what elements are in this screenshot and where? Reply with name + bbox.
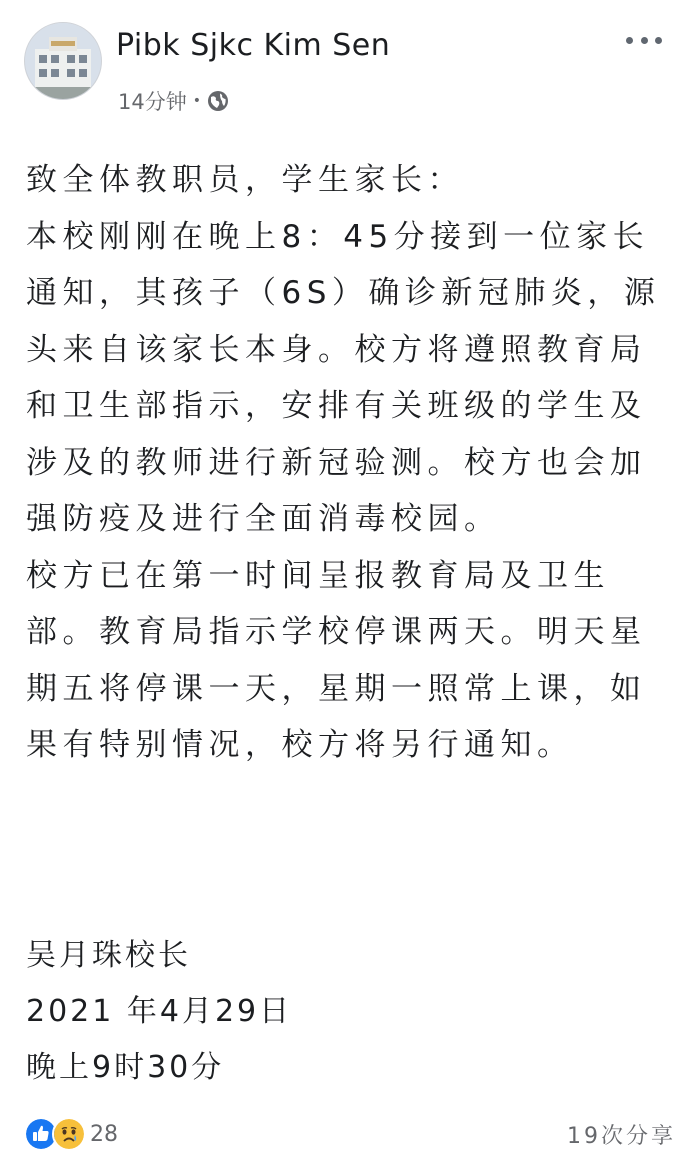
page-name-link[interactable]: Pibk Sjkc Kim Sen	[116, 28, 391, 63]
reactions-summary[interactable]	[24, 1117, 118, 1151]
shares-count-link[interactable]: 19次分享	[567, 1124, 676, 1149]
school-building-avatar-icon	[25, 23, 101, 99]
post-paragraph: 本校刚刚在晚上8：45分接到一位家长通知，其孩子（6S）确诊新冠肺炎，源头来自该家长本身。校方将遵照教育局和卫生部指示，安排有关班级的学生及涉及的教师进行新冠验测。校方也会加强防疫及进行全面消毒校园。	[26, 218, 661, 537]
signature-name: 吴月珠校长	[26, 938, 191, 973]
globe-icon[interactable]	[207, 90, 229, 112]
signature-time: 晚上9时30分	[26, 1050, 225, 1085]
more-dot-icon	[641, 37, 648, 44]
post-footer	[24, 1115, 676, 1155]
page-avatar[interactable]	[24, 22, 102, 100]
post-signature	[26, 928, 676, 1096]
reaction-count: 28	[90, 1121, 118, 1147]
more-dot-icon	[626, 37, 633, 44]
more-dot-icon	[655, 37, 662, 44]
post-body	[26, 152, 676, 774]
post-meta	[118, 86, 229, 116]
post-paragraph: 校方已在第一时间呈报教育局及卫生部。教育局指示学校停课两天。明天星期五将停课一天，星期一照常上课，如果有特别情况，校方将另行通知。	[26, 557, 647, 763]
signature-date: 2021 年4月29日	[26, 994, 293, 1029]
post-timestamp[interactable]: 14分钟	[118, 90, 187, 114]
sad-icon	[52, 1117, 86, 1151]
more-options-icon[interactable]	[626, 32, 662, 48]
post-paragraph: 致全体教职员，学生家长：	[26, 162, 464, 198]
meta-separator: •	[192, 93, 201, 109]
post-header	[24, 20, 676, 114]
